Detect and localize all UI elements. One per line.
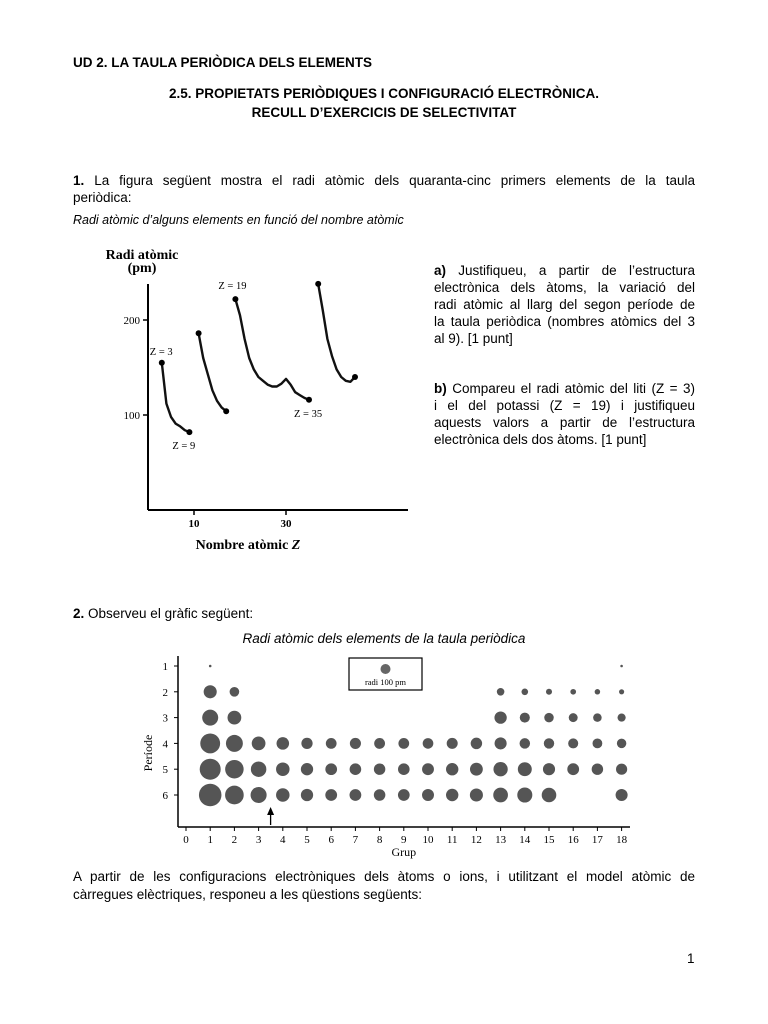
chart1-axes [143,284,408,515]
atom-dot [543,763,555,775]
atom-dot [276,762,290,776]
q1-a-line2: electrònica dels àtoms, la variació del [434,280,695,295]
periodic-radius-chart [130,650,640,862]
atom-dot [350,789,362,801]
atom-dot [350,763,362,775]
atom-dot [374,738,385,749]
atom-dot [616,764,627,775]
atom-dot [470,763,483,776]
atom-dot [521,688,528,695]
atom-dot [546,689,552,695]
x-tick-label: 11 [446,834,458,846]
section-title-line2: RECULL D’EXERCICIS DE SELECTIVITAT [251,105,517,120]
atom-dot [567,763,579,775]
q1-b-line3: aquests valors a partir de l’estructura [434,415,695,430]
x-tick-label: 13 [495,834,507,846]
q2-number: 2. [73,606,85,621]
q1-line1 [73,172,695,189]
series-line-1 [162,363,190,432]
q1-a-label: a) [434,263,447,278]
y-axis-unit: (pm) [127,261,157,276]
atom-dot [497,688,505,696]
atom-dot [228,711,242,725]
atom-dot [423,738,434,749]
x-tick-label: 2 [231,834,238,846]
atom-dot [200,733,220,753]
x-tick-label: 17 [591,834,603,846]
atom-dot [374,789,386,801]
q1-b-line4: electrònica dels dos àtoms. [1 punt] [434,432,647,447]
x-tick-label: 10 [188,518,200,530]
y-tick-label: 100 [123,410,140,422]
atom-dot [225,760,243,778]
atom-dot [544,713,553,722]
annotation-z3: Z = 3 [149,346,173,358]
x-tick-label: 16 [567,834,579,846]
atom-dot [544,738,554,748]
atom-dot [520,713,530,723]
atom-dot [568,738,578,748]
atom-dot [252,737,266,751]
x-tick-label: 14 [519,834,531,846]
arrow-head [267,807,274,815]
atom-dot [618,714,626,722]
series-end-point [186,429,192,435]
atom-dot [226,735,243,752]
atom-dot [592,763,603,774]
series-end-point [306,397,312,403]
atom-dot [225,786,244,805]
series-end-point [352,374,358,380]
q1-a-line1: Justifiqueu, a partir de l’estructura [458,263,695,278]
atom-dot [620,665,623,668]
y-axis-title: Radi atòmic [105,248,179,263]
atom-dot [447,738,458,749]
x-tick-label: 30 [280,518,292,530]
q1-a-line4: la taula periòdica (nombres atòmics del 3 [434,314,695,329]
atom-dot [202,710,218,726]
atom-dot [617,739,626,748]
x-axis-title-text: Nombre atòmic [195,538,292,553]
atom-dot [593,713,602,722]
x-tick-label: 9 [401,834,407,846]
q2-caption: Radi atòmic dels elements de la taula periòdica [242,631,526,646]
series-line-3 [235,299,309,400]
x-axis-title-var: Z [291,538,301,553]
atom-dot [542,788,557,803]
x-tick-label: 0 [183,834,189,846]
y-tick-label: 5 [162,764,168,777]
y-tick-label: 2 [162,686,168,699]
section-title-line1: 2.5. PROPIETATS PERIÒDIQUES I CONFIGURACIÓ ELECTRÒNICA. [168,86,600,101]
x-tick-label: 15 [543,834,555,846]
atom-dot [199,784,222,807]
annotation-z19: Z = 19 [218,281,247,293]
atom-dot [619,689,624,694]
series-start-point [159,360,165,366]
q1-b-line1: Compareu el radi atòmic del liti (Z = 3) [452,381,695,396]
q1-caption: Radi atòmic d’alguns elements en funció del nombre atòmic [73,213,404,227]
series-end-point [223,408,229,414]
y-axis-title: Període [141,734,155,772]
atom-dot [251,761,266,776]
q1-line1-text: La figura següent mostra el radi atòmic dels quaranta-cinc primers elements de la taula [94,173,695,188]
atom-dot [569,713,578,722]
legend-dot [381,664,391,674]
atom-dot [593,739,603,749]
atom-dot [495,737,507,749]
page-header: UD 2. LA TAULA PERIÒDICA DELS ELEMENTS [73,55,373,70]
series-start-point [232,296,238,302]
atom-dot [493,762,507,776]
x-tick-label: 12 [470,834,482,846]
y-tick-label: 4 [162,738,168,751]
y-tick-label: 200 [123,315,140,327]
q2-line [73,605,253,622]
chart1-endpoints [159,281,358,435]
atom-dot [595,689,601,695]
chart1-lines [162,284,355,432]
q1-part-b [434,380,695,448]
atom-dot [494,711,506,723]
q1-b-line2: i el del potassi (Z = 19) i justifiqueu [434,398,695,413]
atom-dot [277,737,290,750]
atom-dot [517,787,532,802]
atom-dot [301,763,313,775]
q1-a-line5: al 9). [1 punt] [434,331,513,346]
atom-dot [446,789,458,801]
atom-dot [398,789,410,801]
y-tick-label: 3 [162,712,168,725]
x-tick-label: 4 [280,834,286,846]
x-tick-label: 3 [255,834,262,846]
atom-dot [325,763,337,775]
atom-dot [200,759,221,780]
x-tick-label: 10 [422,834,434,846]
y-tick-label: 1 [162,661,168,673]
atom-dot [518,762,532,776]
x-tick-label: 5 [304,834,310,846]
atom-dot [422,763,434,775]
y-tick-label: 6 [162,790,168,802]
atom-dot [204,685,217,698]
x-axis-title [196,538,301,553]
q1-part-a [434,262,695,347]
atom-dot [209,665,212,668]
x-axis-title: Grup [391,845,417,859]
atom-dot [520,738,531,749]
x-tick-label: 18 [616,834,628,846]
q1-number: 1. [73,173,85,188]
series-start-point [196,330,202,336]
atom-dot [301,738,312,749]
atom-dot [325,789,337,801]
legend-label: radi 100 pm [364,677,407,687]
q2-after-line2: càrregues elèctriques, responeu a les qüestions següents: [73,887,422,902]
page-number: 1 [687,951,695,966]
series-line-4 [318,284,355,382]
annotation-z9: Z = 9 [172,441,196,453]
atom-dot [422,789,434,801]
atom-dot [374,763,385,774]
atom-dot [301,789,313,801]
q2-after-line1: A partir de les configuracions electròniques dels àtoms o ions, i utilitzant el model atòmic de [73,869,695,884]
atom-dot [326,738,337,749]
series-line-2 [199,333,227,411]
x-tick-label: 6 [328,834,334,846]
chart1-labels [106,248,322,553]
atom-dot [493,788,508,803]
q1-line2: periòdica: [73,190,132,205]
atom-dot [570,689,576,695]
atom-dot [251,787,267,803]
atom-dot [276,788,290,802]
x-tick-label: 8 [376,834,383,846]
atom-dot [398,763,410,775]
annotation-z35: Z = 35 [294,408,323,420]
q1-a-line3: radi atòmic al llarg del segon període de [434,297,695,312]
q1-b-label: b) [434,381,447,396]
atom-dot [616,789,628,801]
atom-dot [446,763,458,775]
x-tick-label: 1 [207,834,213,846]
x-tick-label: 7 [352,834,359,846]
series-start-point [315,281,321,287]
atom-dot [230,687,240,697]
q2-text: Observeu el gràfic següent: [88,606,254,621]
atom-dot [350,738,361,749]
atomic-radius-chart [90,240,410,560]
atom-dot [470,788,483,801]
atom-dot [471,738,482,749]
atom-dot [398,738,409,749]
